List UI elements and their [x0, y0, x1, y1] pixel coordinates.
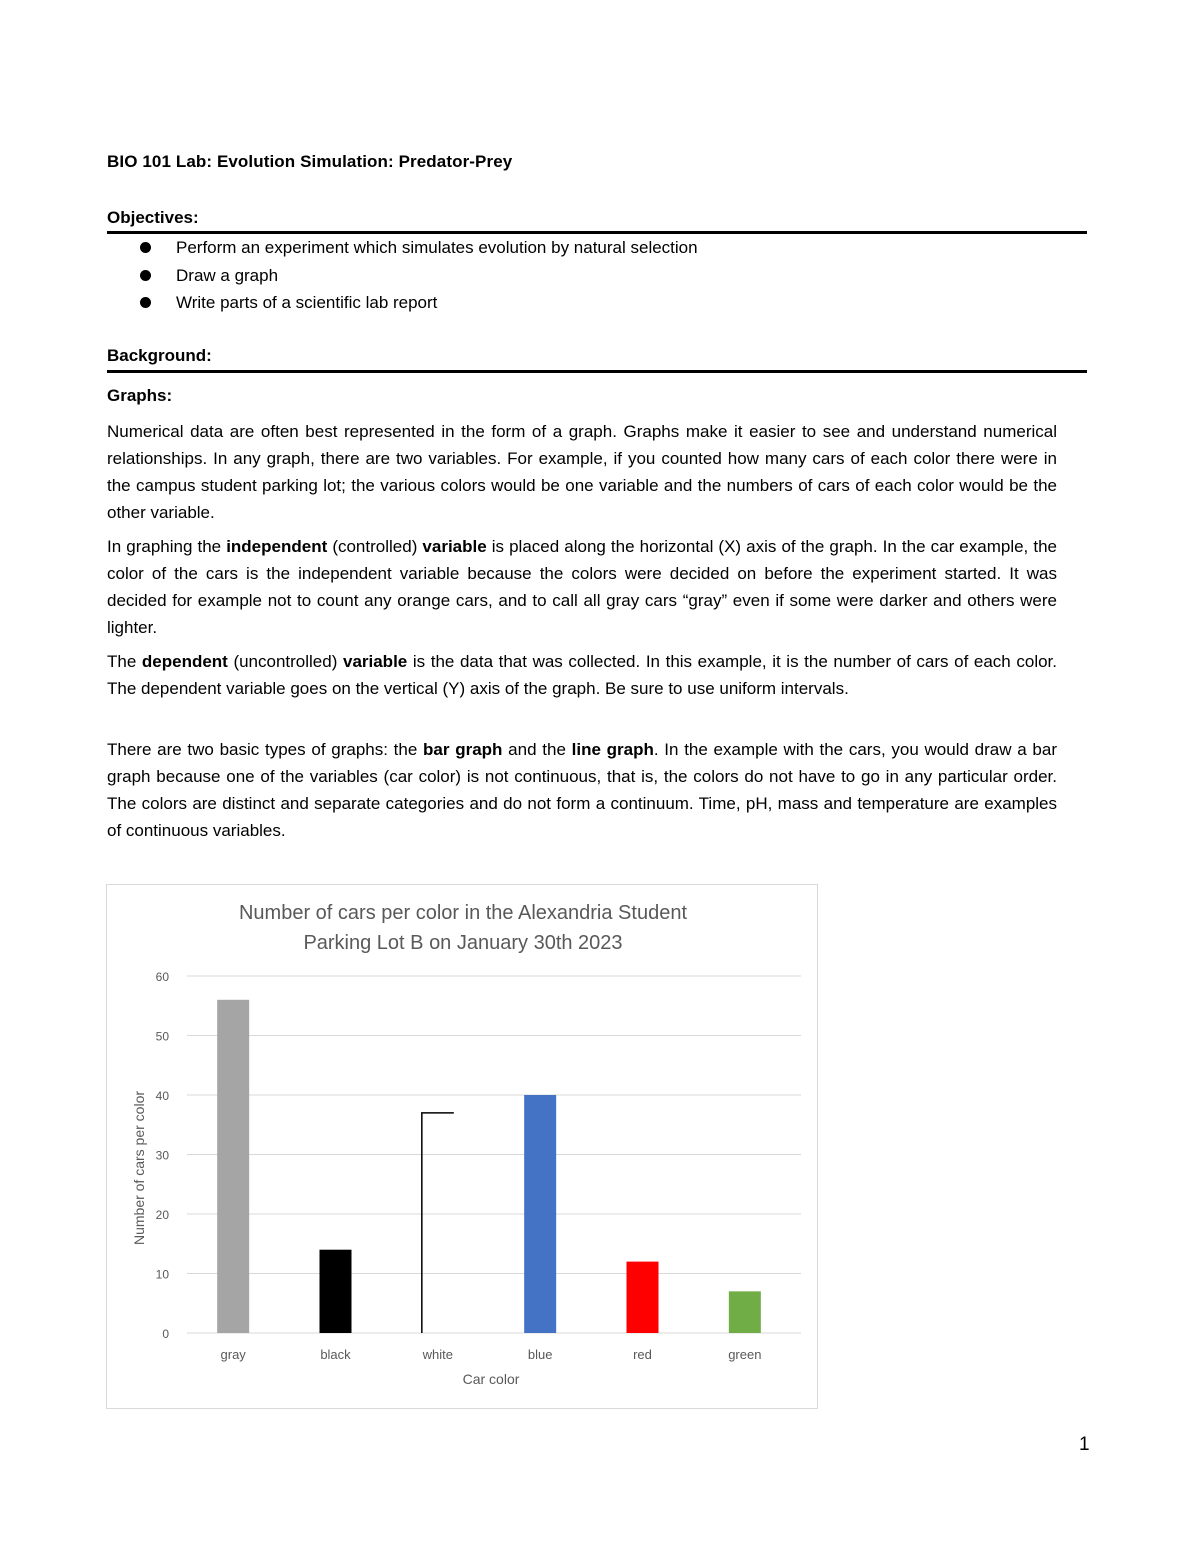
document-title: BIO 101 Lab: Evolution Simulation: Predator-Prey [107, 152, 513, 171]
chart-title-line-1: Number of cars per color in the Alexandria Student [238, 902, 688, 924]
bar-black [320, 1250, 352, 1333]
objective-text: Write parts of a scientific lab report [176, 293, 438, 312]
list-item [140, 236, 698, 264]
y-axis-label: Number of cars per color [131, 1090, 147, 1246]
x-tick-label: green [728, 1347, 762, 1362]
chart-title-line-2: Parking Lot B on January 30th 2023 [303, 932, 623, 954]
gridlines [187, 976, 801, 1333]
graphs-heading: Graphs: [107, 386, 173, 405]
x-tick-label: red [633, 1347, 652, 1362]
text-run: (uncontrolled) [227, 652, 343, 671]
page-number: 1 [1079, 1434, 1090, 1455]
bar-chart [106, 884, 818, 1409]
text-run: There are two basic types of graphs: the [107, 740, 424, 759]
text-run: The [107, 652, 142, 671]
bold-term-independent: independent [226, 537, 328, 556]
list-item [140, 291, 698, 319]
x-tick-label: black [320, 1347, 351, 1362]
bars [217, 1000, 761, 1333]
bar-gray [217, 1000, 249, 1333]
bar-green [729, 1291, 761, 1333]
x-tick-label: gray [220, 1347, 246, 1362]
paragraph-4 [107, 736, 1057, 844]
objectives-heading: Objectives: [107, 208, 199, 227]
bold-term-variable: variable [342, 652, 408, 671]
bold-term-variable: variable [422, 537, 487, 556]
y-tick-label: 50 [155, 1029, 169, 1044]
chart-canvas [107, 885, 819, 1410]
objectives-rule [107, 231, 1087, 234]
bullet-icon [140, 270, 151, 281]
text-run: is placed along the horizontal (X) axis of the graph. In the car example, the color of the cars is the independent variable because the colors were decided on before the experiment started. It was decided for example not to count any orange cars, and to call all gray cars “gray” even if some were darker and others were lighter. [107, 537, 1057, 637]
y-tick-label: 20 [155, 1208, 169, 1222]
background-heading: Background: [107, 346, 212, 365]
background-rule [107, 370, 1087, 373]
x-tick-label: blue [527, 1347, 553, 1362]
text-run: (controlled) [327, 537, 423, 556]
text-run: and the [502, 740, 572, 759]
y-tick-label: 0 [162, 1327, 169, 1341]
bullet-icon [140, 297, 151, 308]
list-item [140, 264, 698, 292]
text-run: . In the example with the cars, you would draw a bar graph because one of the variables (car color) is not continuous, that is, the colors do not have to go in any particular order. The colors are distinct and separate categories and do not form a continuum. Time, pH, mass and temperature are examples of continuous variables. [107, 740, 1057, 840]
objectives-list [140, 236, 698, 319]
text-run: is the data that was collected. In this example, it is the number of cars of each color. The dependent variable goes on the vertical (Y) axis of the graph. Be sure to use uniform intervals. [107, 652, 1057, 698]
x-axis-label: Car color [462, 1371, 520, 1387]
paragraph-2 [107, 533, 1057, 641]
y-tick-label: 30 [155, 1148, 169, 1163]
y-tick-label: 60 [155, 970, 169, 984]
objective-text: Perform an experiment which simulates evolution by natural selection [176, 238, 698, 257]
bar-white [422, 1113, 454, 1333]
bold-term-line-graph: line graph [571, 740, 654, 759]
text-run: In graphing the [107, 537, 227, 556]
y-axis-ticks [156, 970, 170, 1341]
bold-term-dependent: dependent [141, 652, 228, 671]
bar-red [627, 1262, 659, 1333]
paragraph-3 [107, 648, 1057, 702]
y-tick-label: 10 [155, 1267, 169, 1282]
y-tick-label: 40 [155, 1089, 169, 1103]
bar-blue [524, 1095, 556, 1333]
bullet-icon [140, 242, 151, 253]
x-tick-label: white [422, 1347, 454, 1362]
bold-term-bar-graph: bar graph [423, 740, 503, 759]
paragraph-1: Numerical data are often best represented in the form of a graph. Graphs make it easier to see and understand numerical relationships. In any graph, there are two variables. For example, if you counted how many cars of each color there were in the campus student parking lot; the various colors would be one variable and the numbers of cars of each color would be the other variable. [107, 422, 1057, 522]
x-axis-ticks [221, 1347, 762, 1362]
objective-text: Draw a graph [176, 265, 279, 285]
